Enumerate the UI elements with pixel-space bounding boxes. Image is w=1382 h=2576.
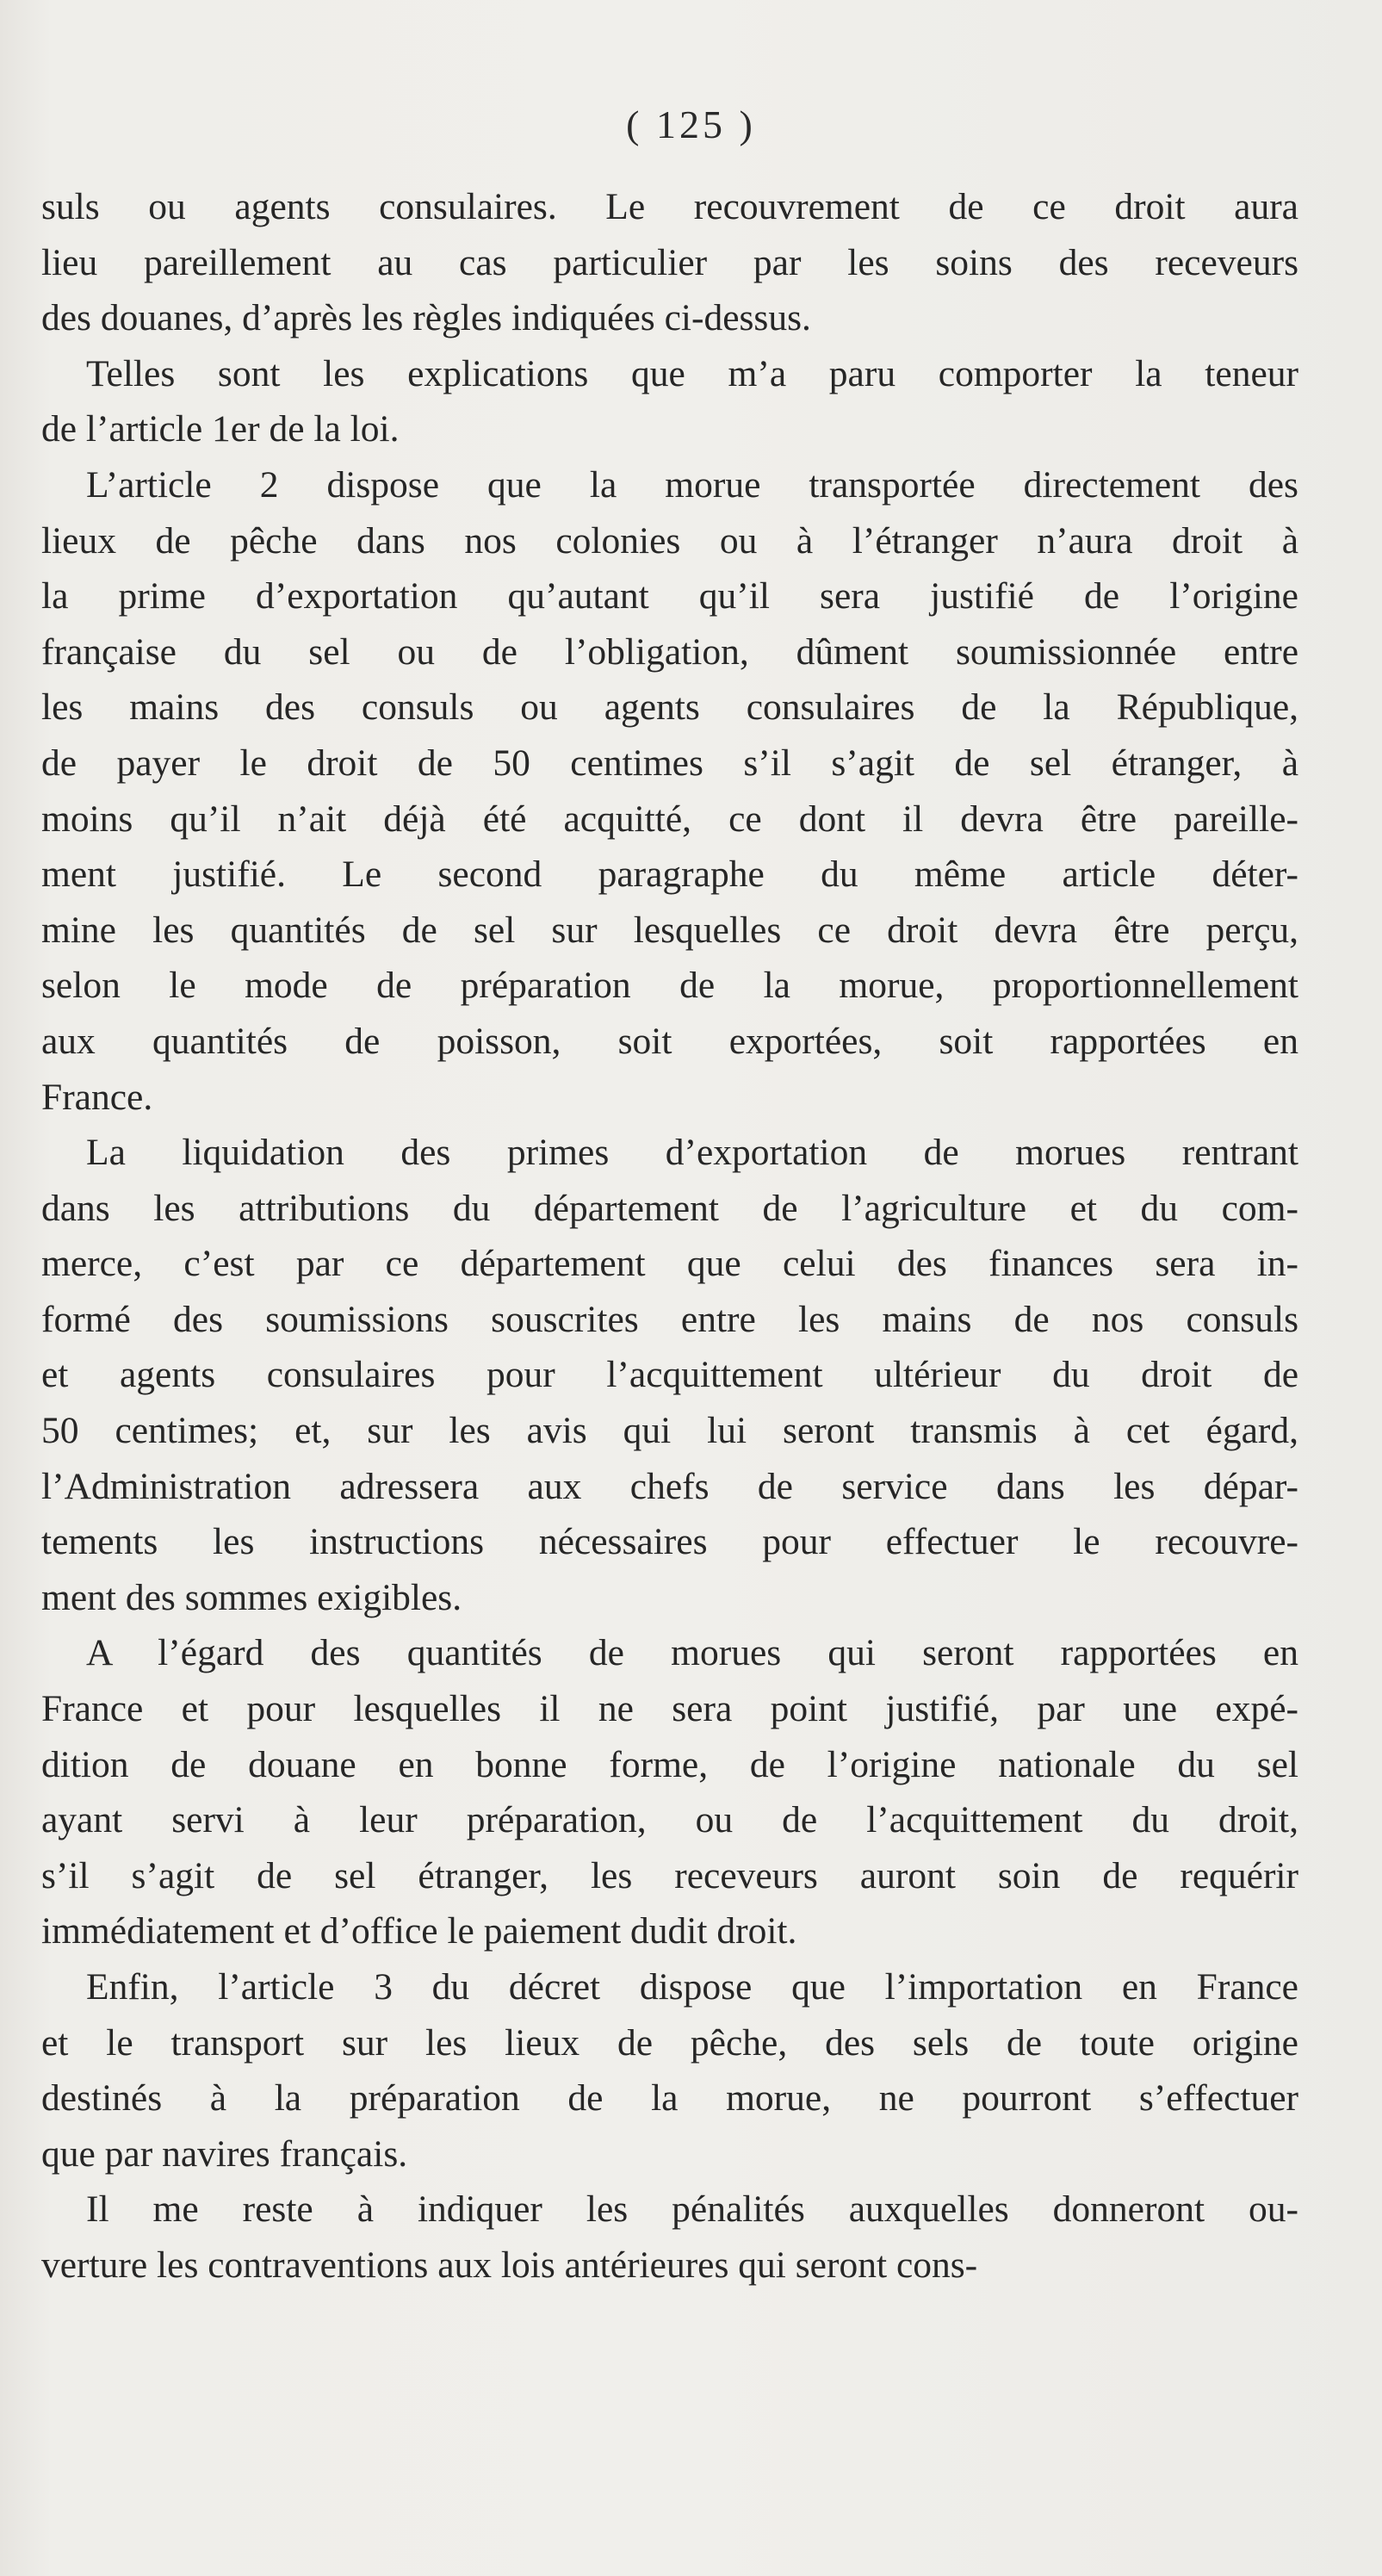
text-line: Il me reste à indiquer les pénalités auxquelles donneront ou- [86,2188,1298,2231]
paragraph [41,457,1298,1125]
text-line: La liquidation des primes d’exportation de morues rentrant [86,1132,1298,1174]
text-line: verture les contraventions aux lois antérieures qui seront cons- [41,2244,978,2286]
text-line: ment justifié. Le second paragraphe du même article déter- [41,853,1298,896]
text-line: ayant servi à leur préparation, ou de l’acquittement du droit, [41,1799,1298,1841]
paragraph [41,1959,1298,2182]
text-line: de payer le droit de 50 centimes s’il s’agit de sel étranger, à [41,742,1298,784]
text-line: ment des sommes exigibles. [41,1576,462,1618]
paragraph [41,179,1298,346]
text-line: suls ou agents consulaires. Le recouvrement de ce droit aura [41,186,1298,227]
text-line: l’Administration adressera aux chefs de service dans les dépar- [41,1465,1298,1507]
paragraph [41,346,1298,457]
text-line: L’article 2 dispose que la morue transportée directement des [86,463,1298,506]
text-line: aux quantités de poisson, soit exportées, soit rapportées en [41,1020,1298,1062]
text-line: France. [41,1076,153,1118]
text-line: merce, c’est par ce département que celui des finances sera in- [41,1243,1298,1285]
text-line: 50 centimes; et, sur les avis qui lui seront transmis à cet égard, [41,1410,1298,1452]
text-line: lieux de pêche dans nos colonies ou à l’étranger n’aura droit à [41,519,1298,562]
text-line: dition de douane en bonne forme, de l’origine nationale du sel [41,1743,1298,1785]
text-line: de l’article 1er de la loi. [41,408,400,450]
text-line: les mains des consuls ou agents consulaires de la République, [41,686,1298,729]
text-line: dans les attributions du département de l’agriculture et du com- [41,1187,1298,1229]
text-line: française du sel ou de l’obligation, dûment soumissionnée entre [41,630,1298,673]
text-line: lieu pareillement au cas particulier par les soins des receveurs [41,241,1298,283]
page-number: ( 125 ) [626,102,756,146]
text-line: Telles sont les explications que m’a paru comporter la teneur [86,352,1298,394]
text-line: France et pour lesquelles il ne sera point justifié, par une expé- [41,1688,1298,1730]
paragraph [41,1625,1298,1959]
text-line: formé des soumissions souscrites entre les mains de nos consuls [41,1298,1298,1340]
text-line: tements les instructions nécessaires pour effectuer le recouvre- [41,1521,1298,1563]
text-line: A l’égard des quantités de morues qui seront rapportées en [86,1632,1298,1674]
text-line: s’il s’agit de sel étranger, les receveurs auront soin de requérir [41,1854,1298,1896]
text-line: des douanes, d’après les règles indiquées ci-dessus. [41,297,811,339]
text-line: et le transport sur les lieux de pêche, des sels de toute origine [41,2021,1298,2064]
text-line: selon le mode de préparation de la morue, proportionnellement [41,965,1298,1007]
text-line: destinés à la préparation de la morue, ne pourront s’effectuer [41,2077,1298,2120]
text-line: la prime d’exportation qu’autant qu’il sera justifié de l’origine [41,575,1298,618]
text-line: moins qu’il n’ait déjà été acquitté, ce dont il devra être pareille- [41,798,1298,840]
text-line: immédiatement et d’office le paiement dudit droit. [41,1910,797,1952]
text-line: et agents consulaires pour l’acquittement ultérieur du droit de [41,1354,1298,1396]
text-line: mine les quantités de sel sur lesquelles ce droit devra être perçu, [41,909,1298,951]
text-line: que par navires français. [41,2132,408,2175]
paragraph [41,2182,1298,2293]
text-line: Enfin, l’article 3 du décret dispose que l’importation en France [86,1966,1298,2008]
paragraph [41,1125,1298,1625]
page-body [41,179,1298,2294]
